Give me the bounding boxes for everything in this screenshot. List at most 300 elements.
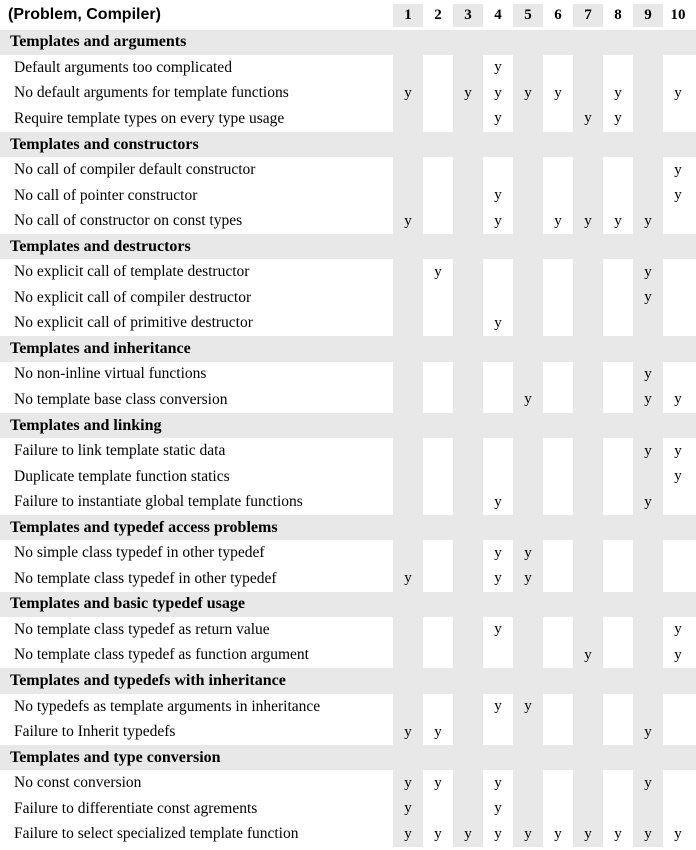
- mark-cell-empty: [573, 157, 603, 183]
- mark-cell-empty: [663, 719, 693, 745]
- row-label: Duplicate template function statics: [0, 464, 393, 490]
- mark-cell-empty: [453, 719, 483, 745]
- mark-cell-empty: [633, 106, 663, 132]
- mark-cell-empty: [543, 694, 573, 720]
- mark-cell-empty: [453, 387, 483, 413]
- mark-cell-y: y: [494, 314, 502, 331]
- table-header-row: [0, 4, 696, 30]
- mark-cell-empty: [513, 106, 543, 132]
- mark-cell-empty: [453, 643, 483, 669]
- mark-cell-empty: [663, 55, 693, 81]
- mark-cell-empty: [663, 285, 693, 311]
- mark-cell-empty: [453, 438, 483, 464]
- mark-cell-empty: [423, 694, 453, 720]
- mark-cell-empty: [453, 362, 483, 388]
- mark-cell-y: y: [393, 796, 423, 822]
- row-label: No const conversion: [0, 770, 393, 796]
- column-header-4: 4: [483, 4, 513, 30]
- row-label: Failure to Inherit typedefs: [0, 719, 393, 745]
- section-header-row: [0, 592, 696, 618]
- mark-cell-empty: [453, 770, 483, 796]
- mark-cell-empty: [573, 770, 603, 796]
- mark-cell-empty: [513, 770, 543, 796]
- mark-cell-y: y: [614, 84, 622, 101]
- column-header-2: 2: [423, 4, 453, 30]
- column-header-8: 8: [603, 4, 633, 30]
- mark-cell-y: y: [393, 822, 423, 848]
- row-label: No default arguments for template functions: [0, 81, 393, 107]
- mark-cell-empty: [423, 183, 453, 209]
- mark-cell-empty: [453, 566, 483, 592]
- table-row: [0, 208, 696, 234]
- mark-cell-y: y: [674, 442, 682, 459]
- mark-cell-y: y: [434, 723, 442, 740]
- mark-cell-y: y: [633, 387, 663, 413]
- table-row: [0, 311, 696, 337]
- mark-cell-empty: [423, 208, 453, 234]
- mark-cell-y: y: [494, 698, 502, 715]
- mark-cell-empty: [603, 285, 633, 311]
- mark-cell-y: y: [614, 212, 622, 229]
- mark-cell-y: y: [573, 106, 603, 132]
- table-row: [0, 617, 696, 643]
- table-row: [0, 106, 696, 132]
- mark-cell-y: y: [633, 822, 663, 848]
- mark-cell-empty: [513, 183, 543, 209]
- mark-cell-y: y: [453, 81, 483, 107]
- mark-cell-empty: [543, 157, 573, 183]
- mark-cell-empty: [423, 566, 453, 592]
- mark-cell-empty: [513, 643, 543, 669]
- mark-cell-empty: [513, 362, 543, 388]
- mark-cell-y: y: [674, 187, 682, 204]
- mark-cell-empty: [453, 617, 483, 643]
- mark-cell-empty: [423, 617, 453, 643]
- mark-cell-y: y: [513, 694, 543, 720]
- row-label: No call of compiler default constructor: [0, 157, 393, 183]
- mark-cell-empty: [633, 617, 663, 643]
- mark-cell-empty: [453, 259, 483, 285]
- mark-cell-empty: [393, 643, 423, 669]
- mark-cell-empty: [633, 566, 663, 592]
- mark-cell-empty: [603, 55, 633, 81]
- table-row: [0, 157, 696, 183]
- mark-cell-empty: [573, 259, 603, 285]
- mark-cell-empty: [633, 81, 663, 107]
- mark-cell-empty: [633, 157, 663, 183]
- mark-cell-empty: [663, 796, 693, 822]
- mark-cell-empty: [483, 438, 513, 464]
- mark-cell-y: y: [494, 544, 502, 561]
- column-header-9: 9: [633, 4, 663, 30]
- mark-cell-empty: [453, 489, 483, 515]
- mark-cell-empty: [483, 259, 513, 285]
- mark-cell-empty: [423, 489, 453, 515]
- mark-cell-empty: [543, 285, 573, 311]
- mark-cell-empty: [663, 566, 693, 592]
- mark-cell-empty: [393, 464, 423, 490]
- mark-cell-y: y: [674, 621, 682, 638]
- mark-cell-y: y: [494, 621, 502, 638]
- mark-cell-empty: [573, 617, 603, 643]
- mark-cell-y: y: [494, 774, 502, 791]
- mark-cell-empty: [573, 540, 603, 566]
- mark-cell-y: y: [434, 774, 442, 791]
- mark-cell-empty: [633, 694, 663, 720]
- mark-cell-empty: [423, 362, 453, 388]
- mark-cell-empty: [573, 387, 603, 413]
- mark-cell-empty: [423, 796, 453, 822]
- mark-cell-empty: [543, 617, 573, 643]
- mark-cell-empty: [423, 464, 453, 490]
- mark-cell-y: y: [633, 259, 663, 285]
- mark-cell-empty: [453, 796, 483, 822]
- mark-cell-y: y: [513, 566, 543, 592]
- section-header-row: [0, 132, 696, 158]
- mark-cell-empty: [453, 183, 483, 209]
- mark-cell-y: y: [554, 84, 562, 101]
- section-header-row: [0, 515, 696, 541]
- mark-cell-empty: [483, 464, 513, 490]
- mark-cell-empty: [573, 464, 603, 490]
- mark-cell-y: y: [674, 84, 682, 101]
- mark-cell-empty: [513, 259, 543, 285]
- mark-cell-empty: [513, 55, 543, 81]
- mark-cell-empty: [453, 311, 483, 337]
- mark-cell-y: y: [573, 822, 603, 848]
- section-header-row: [0, 336, 696, 362]
- row-label: No explicit call of primitive destructor: [0, 311, 393, 337]
- mark-cell-empty: [483, 362, 513, 388]
- table-row: [0, 719, 696, 745]
- column-header-5: 5: [513, 4, 543, 30]
- row-label: No explicit call of compiler destructor: [0, 285, 393, 311]
- mark-cell-empty: [393, 362, 423, 388]
- mark-cell-empty: [573, 489, 603, 515]
- table-row: [0, 694, 696, 720]
- row-label: Require template types on every type usage: [0, 106, 393, 132]
- table-row: [0, 464, 696, 490]
- mark-cell-empty: [663, 540, 693, 566]
- mark-cell-y: y: [393, 770, 423, 796]
- column-header-3: 3: [453, 4, 483, 30]
- mark-cell-empty: [543, 183, 573, 209]
- mark-cell-empty: [603, 387, 633, 413]
- mark-cell-empty: [453, 285, 483, 311]
- mark-cell-empty: [543, 796, 573, 822]
- mark-cell-empty: [453, 55, 483, 81]
- mark-cell-empty: [513, 438, 543, 464]
- mark-cell-empty: [393, 183, 423, 209]
- mark-cell-empty: [453, 208, 483, 234]
- mark-cell-empty: [393, 489, 423, 515]
- mark-cell-empty: [603, 719, 633, 745]
- row-label: No typedefs as template arguments in inheritance: [0, 694, 393, 720]
- mark-cell-empty: [393, 438, 423, 464]
- mark-cell-empty: [663, 489, 693, 515]
- mark-cell-empty: [573, 311, 603, 337]
- mark-cell-y: y: [513, 540, 543, 566]
- mark-cell-empty: [543, 387, 573, 413]
- mark-cell-y: y: [633, 770, 663, 796]
- mark-cell-empty: [663, 106, 693, 132]
- table-row: [0, 770, 696, 796]
- mark-cell-y: y: [573, 208, 603, 234]
- mark-cell-empty: [663, 770, 693, 796]
- table-row: [0, 387, 696, 413]
- row-label: No simple class typedef in other typedef: [0, 540, 393, 566]
- section-title: Templates and typedefs with inheritance: [0, 668, 696, 694]
- mark-cell-empty: [543, 362, 573, 388]
- mark-cell-y: y: [614, 110, 622, 127]
- mark-cell-empty: [573, 55, 603, 81]
- mark-cell-y: y: [494, 570, 502, 587]
- mark-cell-empty: [603, 464, 633, 490]
- mark-cell-y: y: [633, 719, 663, 745]
- mark-cell-empty: [603, 183, 633, 209]
- mark-cell-empty: [543, 464, 573, 490]
- mark-cell-y: y: [674, 468, 682, 485]
- mark-cell-empty: [633, 183, 663, 209]
- mark-cell-y: y: [494, 84, 502, 101]
- table-title: (Problem, Compiler): [0, 4, 393, 30]
- mark-cell-empty: [483, 157, 513, 183]
- mark-cell-y: y: [453, 822, 483, 848]
- mark-cell-y: y: [393, 719, 423, 745]
- row-label: Default arguments too complicated: [0, 55, 393, 81]
- mark-cell-empty: [513, 285, 543, 311]
- mark-cell-empty: [573, 694, 603, 720]
- mark-cell-empty: [423, 81, 453, 107]
- mark-cell-empty: [393, 311, 423, 337]
- mark-cell-empty: [393, 106, 423, 132]
- row-label: No call of constructor on const types: [0, 208, 393, 234]
- mark-cell-empty: [603, 438, 633, 464]
- mark-cell-empty: [543, 106, 573, 132]
- mark-cell-empty: [573, 796, 603, 822]
- mark-cell-empty: [573, 285, 603, 311]
- mark-cell-y: y: [494, 110, 502, 127]
- mark-cell-empty: [393, 387, 423, 413]
- section-title: Templates and arguments: [0, 30, 696, 56]
- mark-cell-y: y: [513, 822, 543, 848]
- section-title: Templates and constructors: [0, 132, 696, 158]
- mark-cell-y: y: [674, 646, 682, 663]
- mark-cell-y: y: [494, 825, 502, 842]
- mark-cell-empty: [543, 540, 573, 566]
- mark-cell-empty: [543, 770, 573, 796]
- mark-cell-empty: [633, 540, 663, 566]
- table-row: [0, 822, 696, 848]
- mark-cell-y: y: [393, 208, 423, 234]
- mark-cell-empty: [483, 643, 513, 669]
- section-title: Templates and basic typedef usage: [0, 592, 696, 618]
- row-label: Failure to select specialized template function: [0, 822, 393, 848]
- mark-cell-empty: [393, 259, 423, 285]
- row-label: No non-inline virtual functions: [0, 362, 393, 388]
- mark-cell-empty: [663, 259, 693, 285]
- mark-cell-empty: [603, 566, 633, 592]
- table-row: [0, 285, 696, 311]
- table-row: [0, 55, 696, 81]
- mark-cell-y: y: [674, 391, 682, 408]
- mark-cell-y: y: [554, 212, 562, 229]
- mark-cell-empty: [543, 489, 573, 515]
- mark-cell-empty: [513, 617, 543, 643]
- mark-cell-y: y: [573, 643, 603, 669]
- mark-cell-empty: [603, 311, 633, 337]
- table-row: [0, 566, 696, 592]
- mark-cell-y: y: [674, 825, 682, 842]
- section-title: Templates and type conversion: [0, 745, 696, 771]
- mark-cell-y: y: [633, 208, 663, 234]
- mark-cell-y: y: [494, 800, 502, 817]
- table-row: [0, 362, 696, 388]
- mark-cell-empty: [423, 106, 453, 132]
- mark-cell-y: y: [554, 825, 562, 842]
- table-row: [0, 81, 696, 107]
- row-label: Failure to instantiate global template functions: [0, 489, 393, 515]
- mark-cell-y: y: [513, 387, 543, 413]
- mark-cell-empty: [633, 796, 663, 822]
- mark-cell-empty: [573, 81, 603, 107]
- mark-cell-empty: [663, 694, 693, 720]
- mark-cell-y: y: [494, 212, 502, 229]
- mark-cell-empty: [603, 540, 633, 566]
- column-header-6: 6: [543, 4, 573, 30]
- mark-cell-y: y: [434, 263, 442, 280]
- mark-cell-empty: [483, 719, 513, 745]
- mark-cell-empty: [573, 719, 603, 745]
- section-header-row: [0, 234, 696, 260]
- mark-cell-empty: [543, 643, 573, 669]
- mark-cell-empty: [633, 643, 663, 669]
- column-header-7: 7: [573, 4, 603, 30]
- mark-cell-empty: [573, 566, 603, 592]
- table-row: [0, 540, 696, 566]
- table-row: [0, 489, 696, 515]
- mark-cell-y: y: [393, 566, 423, 592]
- mark-cell-y: y: [494, 493, 502, 510]
- mark-cell-empty: [483, 387, 513, 413]
- mark-cell-empty: [423, 285, 453, 311]
- mark-cell-empty: [633, 55, 663, 81]
- mark-cell-empty: [423, 387, 453, 413]
- mark-cell-empty: [453, 694, 483, 720]
- mark-cell-empty: [393, 157, 423, 183]
- mark-cell-y: y: [494, 187, 502, 204]
- mark-cell-empty: [573, 183, 603, 209]
- mark-cell-empty: [603, 770, 633, 796]
- table-row: [0, 438, 696, 464]
- mark-cell-empty: [603, 694, 633, 720]
- mark-cell-empty: [423, 438, 453, 464]
- section-header-row: [0, 30, 696, 56]
- mark-cell-empty: [453, 540, 483, 566]
- mark-cell-empty: [513, 489, 543, 515]
- mark-cell-empty: [603, 489, 633, 515]
- mark-cell-y: y: [633, 489, 663, 515]
- mark-cell-empty: [603, 157, 633, 183]
- mark-cell-y: y: [633, 438, 663, 464]
- mark-cell-empty: [423, 540, 453, 566]
- mark-cell-y: y: [494, 59, 502, 76]
- mark-cell-empty: [423, 55, 453, 81]
- mark-cell-empty: [393, 285, 423, 311]
- mark-cell-empty: [513, 796, 543, 822]
- row-label: No template base class conversion: [0, 387, 393, 413]
- mark-cell-y: y: [513, 81, 543, 107]
- row-label: Failure to link template static data: [0, 438, 393, 464]
- row-label: No call of pointer constructor: [0, 183, 393, 209]
- row-label: Failure to differentiate const agrements: [0, 796, 393, 822]
- section-header-row: [0, 413, 696, 439]
- section-title: Templates and destructors: [0, 234, 696, 260]
- mark-cell-empty: [663, 362, 693, 388]
- mark-cell-empty: [603, 643, 633, 669]
- column-header-1: 1: [393, 4, 423, 30]
- mark-cell-y: y: [674, 161, 682, 178]
- mark-cell-empty: [603, 796, 633, 822]
- mark-cell-empty: [543, 311, 573, 337]
- mark-cell-empty: [513, 157, 543, 183]
- table-row: [0, 183, 696, 209]
- mark-cell-empty: [573, 362, 603, 388]
- section-title: Templates and typedef access problems: [0, 515, 696, 541]
- mark-cell-empty: [543, 719, 573, 745]
- mark-cell-empty: [513, 719, 543, 745]
- section-title: Templates and linking: [0, 413, 696, 439]
- mark-cell-empty: [543, 566, 573, 592]
- row-label: No template class typedef in other typedef: [0, 566, 393, 592]
- mark-cell-y: y: [633, 362, 663, 388]
- mark-cell-empty: [453, 157, 483, 183]
- mark-cell-empty: [483, 285, 513, 311]
- mark-cell-y: y: [633, 285, 663, 311]
- column-header-10: 10: [663, 4, 693, 30]
- mark-cell-empty: [663, 208, 693, 234]
- section-header-row: [0, 668, 696, 694]
- table-row: [0, 259, 696, 285]
- mark-cell-empty: [453, 464, 483, 490]
- mark-cell-empty: [573, 438, 603, 464]
- mark-cell-empty: [603, 259, 633, 285]
- mark-cell-y: y: [434, 825, 442, 842]
- row-label: No template class typedef as function argument: [0, 643, 393, 669]
- mark-cell-y: y: [614, 825, 622, 842]
- mark-cell-empty: [393, 694, 423, 720]
- row-label: No template class typedef as return value: [0, 617, 393, 643]
- mark-cell-empty: [603, 362, 633, 388]
- mark-cell-empty: [543, 259, 573, 285]
- section-header-row: [0, 745, 696, 771]
- mark-cell-empty: [453, 106, 483, 132]
- mark-cell-empty: [393, 55, 423, 81]
- table-row: [0, 643, 696, 669]
- mark-cell-empty: [603, 617, 633, 643]
- mark-cell-empty: [393, 617, 423, 643]
- row-label: No explicit call of template destructor: [0, 259, 393, 285]
- section-title: Templates and inheritance: [0, 336, 696, 362]
- mark-cell-empty: [633, 464, 663, 490]
- mark-cell-empty: [633, 311, 663, 337]
- mark-cell-empty: [663, 311, 693, 337]
- mark-cell-empty: [513, 208, 543, 234]
- table-row: [0, 796, 696, 822]
- mark-cell-empty: [423, 157, 453, 183]
- mark-cell-empty: [513, 311, 543, 337]
- mark-cell-empty: [543, 438, 573, 464]
